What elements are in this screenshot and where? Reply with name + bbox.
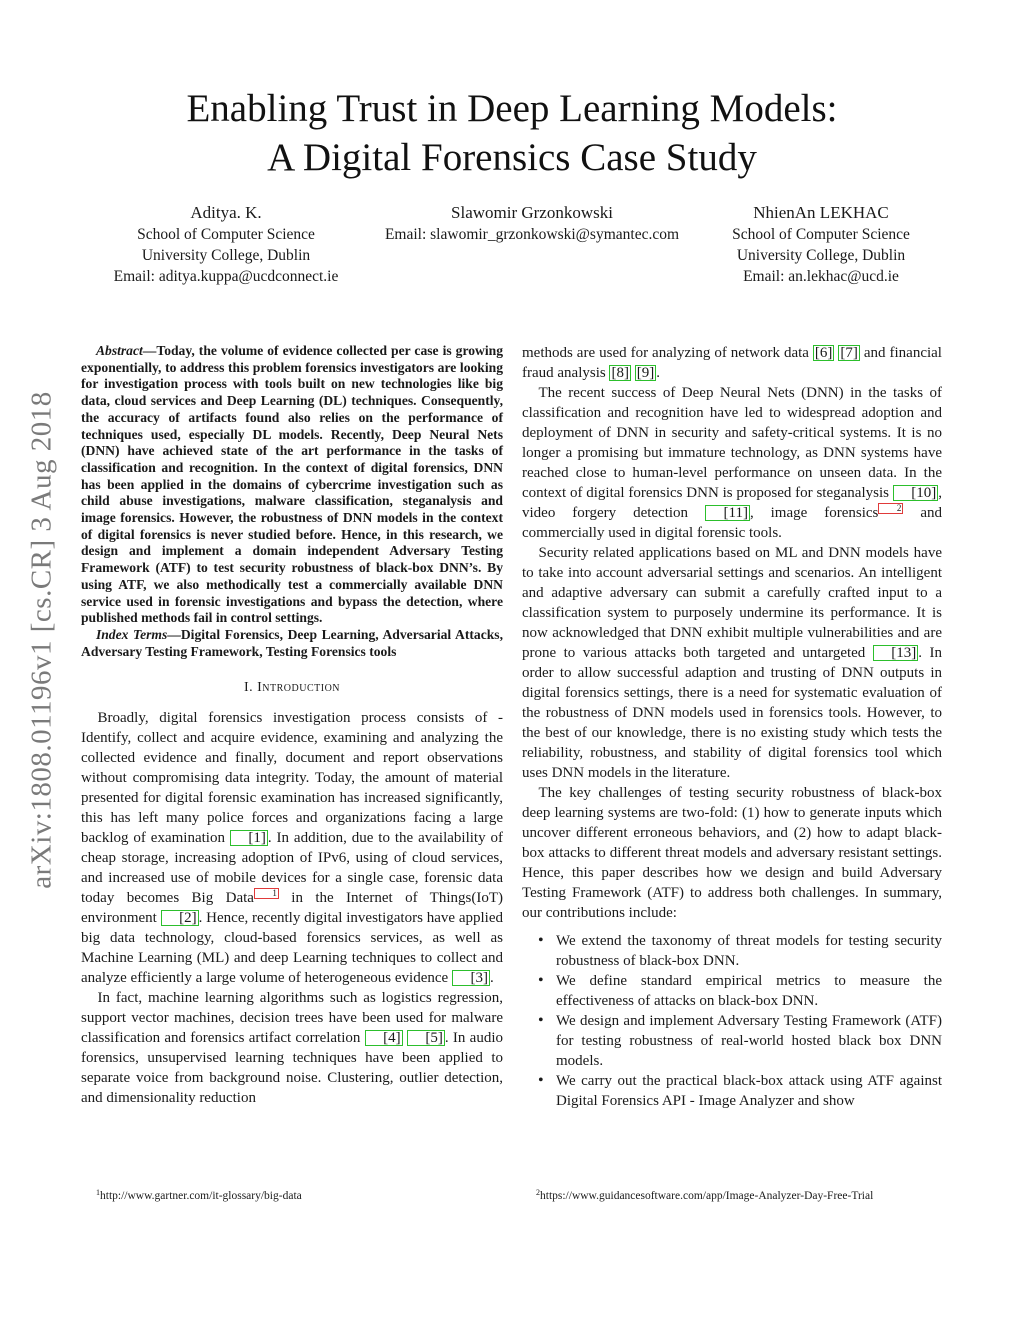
- author-block-3: [705, 202, 937, 287]
- citation-link[interactable]: [4]: [365, 1030, 403, 1046]
- abstract-text: —Today, the volume of evidence collected per case is growing exponentially, to address this problem forensics investigators are looking for investigation process with tools built on new technologies like big data, cloud services and Deep Learning (DL) techniques. Consequently, the accuracy of artifacts found also relies on the performance of techniques used, especially DL models. Recently, Deep Neural Nets (DNN) have achieved state of the art performance in the tasks of classification and recognition. In the context of digital forensics, DNN has been applied in the domains of cybercrime investigation such as child abuse investigations, malware classification, steganalysis and image forensics. However, the robustness of DNN models in the context of digital forensics is never studied before. Hence, in this research, we design and implement a domain independent Adversary Testing Framework (ATF) to test security robustness of black-box DNN’s. By using ATF, we also methodically test a commercially available DNN service used in forensic investigations and bypass the detection, where published methods fail in control settings.: [81, 343, 503, 626]
- text-run: and financial fraud analysis: [522, 345, 942, 381]
- intro-paragraph-4: [522, 543, 942, 783]
- footnote-link[interactable]: 1: [254, 888, 279, 899]
- author-name: Slawomir Grzonkowski: [451, 203, 613, 222]
- list-item: • We design and implement Adversary Testing Framework (ATF) for testing robustness of real-world hosted black box DNN models.: [522, 1011, 942, 1071]
- arxiv-stamp: arXiv:1808.01196v1 [cs.CR] 3 Aug 2018: [25, 391, 58, 889]
- text-run: , video forgery detection: [522, 485, 942, 521]
- author-block-2: [360, 202, 704, 245]
- footnote-2: [536, 1186, 873, 1203]
- list-item: • We extend the taxonomy of threat models for testing security robustness of black-box DNN.: [522, 931, 942, 971]
- text-run: In fact, machine learning algorithms such as logistics regression, support vector machines, decision trees have been used for malware classification and forensics artifact correlation: [81, 990, 503, 1047]
- abstract-label: Abstract: [95, 343, 143, 358]
- text-run: , image forensics: [749, 505, 879, 521]
- text-run: .: [656, 365, 660, 381]
- text-run: and commercially used in digital forensic tools.: [522, 505, 942, 541]
- footnote-url[interactable]: http://www.gartner.com/it-glossary/big-data: [100, 1190, 302, 1202]
- text-run: . In addition, due to the availability of cheap storage, increasing adoption of IPv6, using of cloud services, and increased use of mobile devices for a single case, forensic data today becomes Big Data: [81, 830, 504, 907]
- citation-link[interactable]: [9]: [636, 365, 655, 381]
- author-block-1: [90, 202, 362, 287]
- intro-paragraph-continued: [522, 343, 942, 383]
- intro-paragraph-1: [81, 708, 503, 988]
- citation-link[interactable]: [13]: [873, 645, 919, 661]
- text-run: . In order to allow successful adaption and trusting of DNN outputs in digital forensics settings, there is a need for systematic evaluation of the robustness of DNN models used in forensics tools. However, to the best of our knowledge, there is no existing study which tests the reliability, robustness, and stability of digital forensics tool which uses DNN models in the literature.: [522, 645, 942, 781]
- citation-link[interactable]: [6]: [814, 345, 833, 361]
- text-run: .: [489, 970, 494, 987]
- author-name: NhienAn LEKHAC: [753, 203, 889, 222]
- index-terms-label: Index Terms: [95, 626, 168, 642]
- text-run: The recent success of Deep Neural Nets (DNN) in the tasks of classification and recognition have led to widespread adoption and deployment of DNN in security and safety-critical systems. It is no longer a promising but immature technology, as DNN systems have reached close to human-level performance on unseen data. In the context of digital forensics DNN is proposed for steganalysis: [522, 385, 942, 501]
- footnote-url[interactable]: https://www.guidancesoftware.com/app/Image-Analyzer-Day-Free-Trial: [540, 1190, 874, 1202]
- title-line-2: A Digital Forensics Case Study: [267, 136, 757, 179]
- author-email: Email: aditya.kuppa@ucdconnect.ie: [113, 268, 339, 285]
- author-affiliation: School of Computer Science: [137, 226, 315, 243]
- list-item: • We carry out the practical black-box attack using ATF against Digital Forensics API - Image Analyzer and show: [522, 1071, 942, 1111]
- right-column: [522, 343, 942, 1111]
- text-run: . In audio forensics, unsupervised learning techniques have been applied to separate voice from background noise. Clustering, outlier detection, and dimensionality reduction: [81, 1030, 503, 1107]
- footnote-link[interactable]: 2: [878, 503, 903, 514]
- author-email: Email: an.lekhac@ucd.ie: [743, 268, 899, 285]
- citation-link[interactable]: [8]: [611, 365, 629, 381]
- footnote-mark: 1: [96, 1188, 100, 1197]
- intro-paragraph-2: [81, 988, 503, 1108]
- text-run: . Hence, recently digital investigators have applied big data technology, cloud-based forensics services, as well as Machine Learning (ML) and deep Learning techniques to collect and analyze efficiently a large volume of heterogeneous evidence: [81, 910, 503, 987]
- citation-link[interactable]: [10]: [893, 485, 939, 501]
- text-run: Security related applications based on ML and DNN models have to take into account adversarial settings and scenarios. An intelligent and adaptive adversary can submit a carefully crafted input to a classification system to purposely undermine its performance. It is now acknowledged that DNN exhibit multiple vulnerabilities and are prone to various attacks both targeted and untargeted: [522, 545, 942, 661]
- citation-link[interactable]: [7]: [840, 345, 858, 361]
- footnote-mark: 2: [536, 1188, 540, 1197]
- abstract: [81, 343, 503, 627]
- index-terms-text: —Digital Forensics, Deep Learning, Adversarial Attacks, Adversary Testing Framework, Testing Forensics tools: [81, 626, 503, 659]
- author-institution: University College, Dublin: [141, 247, 311, 264]
- section-heading: I. Introduction: [243, 680, 341, 696]
- text-run: Broadly, digital forensics investigation process consists of - Identify, collect and acquire evidence, examining and analyzing the collected evidence and finally, document and report observations without compromising data integrity. Today, the amount of material presented for digital forensic examination has increased significantly, this has left many police forces and organizations facing a large backlog of examination: [81, 710, 503, 847]
- author-institution: University College, Dublin: [736, 247, 906, 264]
- intro-paragraph-3: [522, 383, 942, 543]
- footnote-1: [96, 1186, 302, 1203]
- contributions-list: [522, 931, 942, 1111]
- author-name: Aditya. K.: [190, 203, 262, 222]
- intro-paragraph-5: The key challenges of testing security robustness of black-box deep learning systems are two-fold: (1) how to generate inputs which uncover different erroneous behaviors, and (2) how to adapt black-box attacks to different threat models and adversary resistant settings. Hence, this paper describes how we design and build Adversary Testing Framework (ATF) to address both challenges. In summary, our contributions include:: [522, 785, 942, 921]
- text-run: methods are used for analyzing of network data: [522, 345, 813, 361]
- author-affiliation: School of Computer Science: [732, 226, 910, 243]
- list-item: • We define standard empirical metrics to measure the effectiveness of attacks on black-box DNN.: [522, 971, 942, 1011]
- text-run: in the Internet of Things(IoT) environment: [81, 890, 503, 927]
- paper-title: [0, 84, 1024, 182]
- citation-link[interactable]: [2]: [161, 910, 199, 926]
- index-terms: [81, 627, 503, 660]
- author-email: Email: slawomir_grzonkowski@symantec.com: [384, 226, 680, 243]
- left-column: [81, 343, 503, 1108]
- citation-link[interactable]: [1]: [230, 830, 268, 846]
- citation-link[interactable]: [3]: [452, 970, 490, 986]
- title-line-1: Enabling Trust in Deep Learning Models:: [186, 87, 838, 130]
- citation-link[interactable]: [11]: [705, 505, 750, 521]
- citation-link[interactable]: [5]: [407, 1030, 445, 1046]
